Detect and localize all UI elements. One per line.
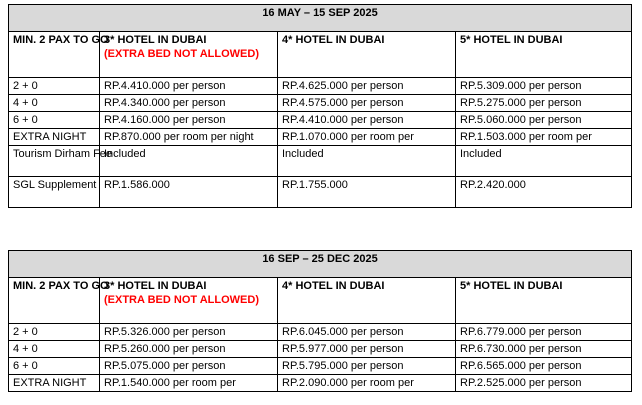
price-5-star: RP.5.060.000 per person: [456, 112, 632, 129]
price-5-star: RP.1.503.000 per room per: [456, 129, 632, 146]
price-4-star: RP.2.090.000 per room per: [278, 375, 456, 392]
extra-bed-note: (EXTRA BED NOT ALLOWED): [104, 294, 260, 306]
row-label: EXTRA NIGHT: [9, 375, 100, 392]
price-3-star: RP.4.410.000 per person: [100, 78, 278, 95]
row-label: SGL Supplement: [9, 177, 100, 208]
col-header-5-star: 5* HOTEL IN DUBAI: [456, 278, 632, 324]
table-row: [9, 146, 632, 177]
price-3-star: RP.1.586.000: [100, 177, 278, 208]
price-4-star: RP.6.045.000 per person: [278, 324, 456, 341]
table-row: [9, 177, 632, 208]
price-3-star: RP.5.326.000 per person: [100, 324, 278, 341]
price-3-star: Included: [100, 146, 278, 177]
table-row: [9, 341, 632, 358]
table-row: [9, 358, 632, 375]
period-header: 16 MAY – 15 SEP 2025: [9, 5, 632, 32]
row-label: 6 + 0: [9, 112, 100, 129]
price-4-star: Included: [278, 146, 456, 177]
table-row: [9, 112, 632, 129]
col-header-min-pax: MIN. 2 PAX TO GO: [9, 278, 100, 324]
price-table-sep-dec: [8, 250, 632, 392]
price-3-star: RP.5.075.000 per person: [100, 358, 278, 375]
price-4-star: RP.4.625.000 per person: [278, 78, 456, 95]
price-5-star: RP.5.275.000 per person: [456, 95, 632, 112]
table-row: [9, 129, 632, 146]
row-label: 2 + 0: [9, 78, 100, 95]
table-row: [9, 95, 632, 112]
table-row: [9, 375, 632, 392]
col-header-4-star: 4* HOTEL IN DUBAI: [278, 278, 456, 324]
table-row: [9, 78, 632, 95]
extra-bed-note: (EXTRA BED NOT ALLOWED): [104, 48, 260, 60]
table-row: [9, 324, 632, 341]
col-header-4-star: 4* HOTEL IN DUBAI: [278, 32, 456, 78]
col-header-3-star-label: 3* HOTEL IN DUBAI: [104, 34, 207, 46]
price-4-star: RP.5.977.000 per person: [278, 341, 456, 358]
col-header-3-star: [100, 278, 278, 324]
price-3-star: RP.4.160.000 per person: [100, 112, 278, 129]
col-header-3-star: [100, 32, 278, 78]
row-label: 2 + 0: [9, 324, 100, 341]
price-3-star: RP.870.000 per room per night: [100, 129, 278, 146]
price-3-star: RP.4.340.000 per person: [100, 95, 278, 112]
price-5-star: RP.2.525.000 per person: [456, 375, 632, 392]
row-label: Tourism Dirham Fee: [9, 146, 100, 177]
price-4-star: RP.4.575.000 per person: [278, 95, 456, 112]
price-3-star: RP.1.540.000 per room per: [100, 375, 278, 392]
price-3-star: RP.5.260.000 per person: [100, 341, 278, 358]
col-header-5-star: 5* HOTEL IN DUBAI: [456, 32, 632, 78]
price-5-star: RP.6.730.000 per person: [456, 341, 632, 358]
price-5-star: RP.6.779.000 per person: [456, 324, 632, 341]
row-label: 6 + 0: [9, 358, 100, 375]
col-header-min-pax: MIN. 2 PAX TO GO: [9, 32, 100, 78]
price-5-star: RP.6.565.000 per person: [456, 358, 632, 375]
price-4-star: RP.1.070.000 per room per: [278, 129, 456, 146]
price-5-star: Included: [456, 146, 632, 177]
price-4-star: RP.1.755.000: [278, 177, 456, 208]
price-4-star: RP.4.410.000 per person: [278, 112, 456, 129]
period-header: 16 SEP – 25 DEC 2025: [9, 251, 632, 278]
price-table-may-sep: [8, 4, 632, 208]
price-5-star: RP.5.309.000 per person: [456, 78, 632, 95]
price-5-star: RP.2.420.000: [456, 177, 632, 208]
price-4-star: RP.5.795.000 per person: [278, 358, 456, 375]
row-label: 4 + 0: [9, 341, 100, 358]
row-label: 4 + 0: [9, 95, 100, 112]
row-label: EXTRA NIGHT: [9, 129, 100, 146]
col-header-3-star-label: 3* HOTEL IN DUBAI: [104, 280, 207, 292]
